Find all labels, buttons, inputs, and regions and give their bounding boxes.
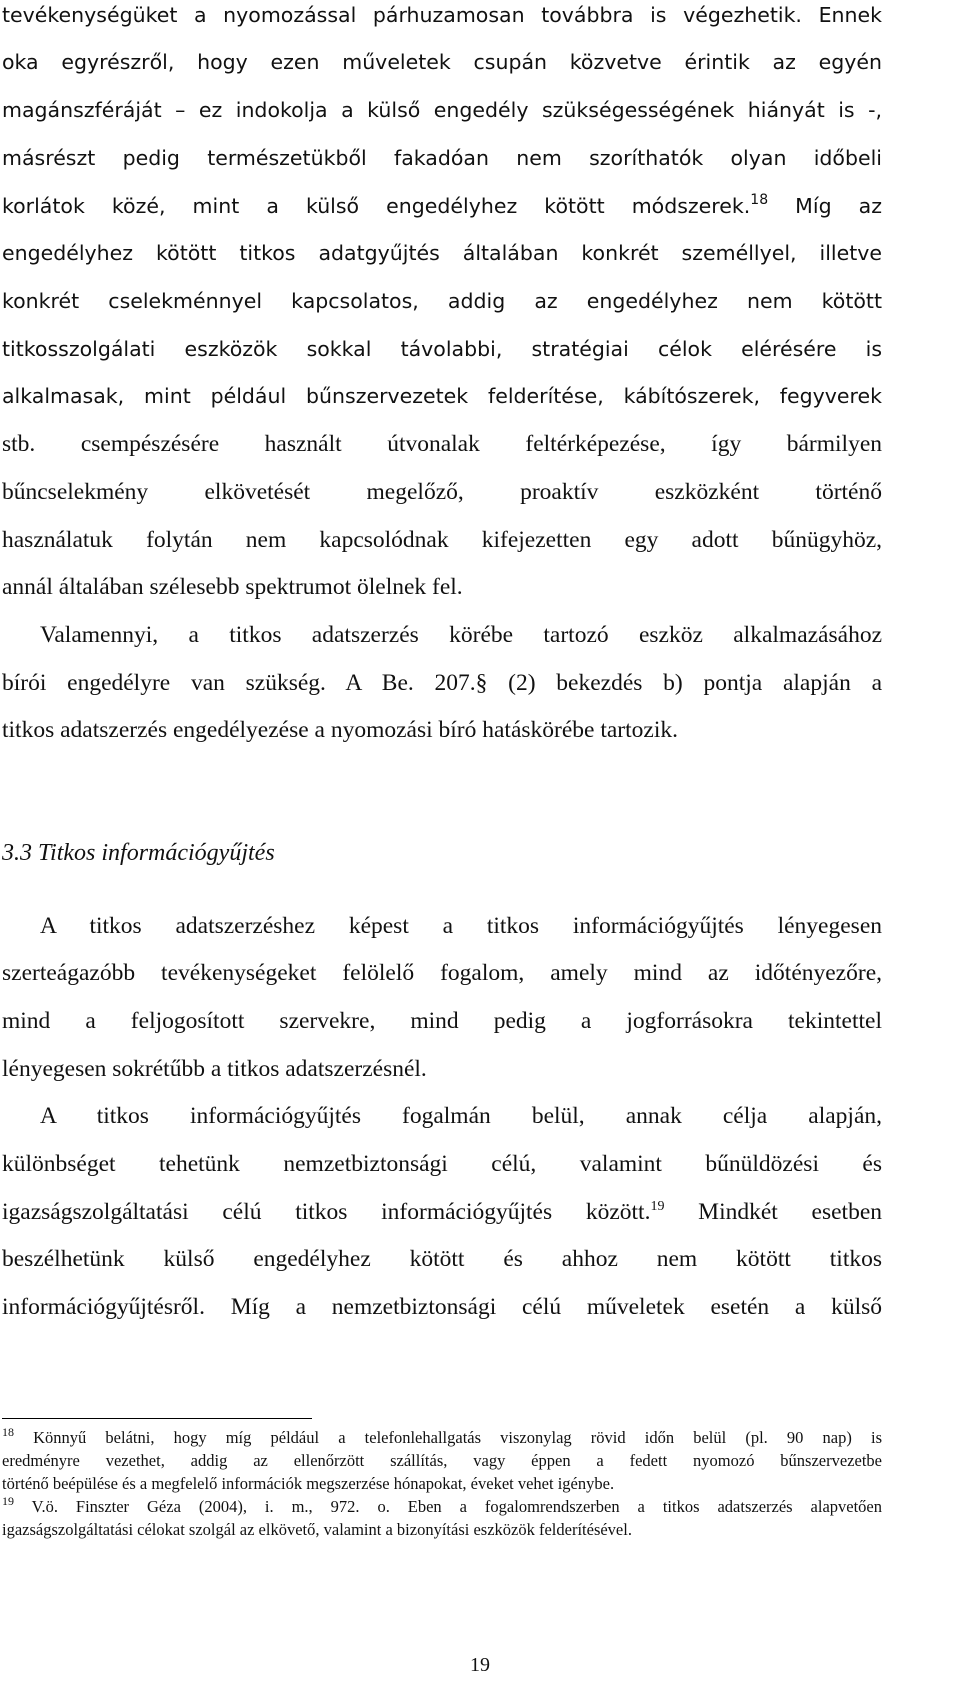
footnote-ref: 18: [750, 192, 769, 208]
footnote-line: eredményre vezethet, addig az ellenőrzött szállítás, vagy éppen a fedett nyomozó bűnszervezetbe: [2, 1451, 882, 1470]
footnote-ref: 19: [650, 1199, 665, 1214]
text-line: A titkos információgyűjtés fogalmán belül, annak célja alapján,: [40, 1103, 882, 1129]
text-line: titkos adatszerzés engedélyezése a nyomozási bíró hatáskörébe tartozik.: [2, 717, 678, 743]
footnote-line: igazságszolgáltatási célokat szolgál az elkövető, valamint a bizonyítási eszközök felderítésével.: [2, 1520, 632, 1539]
page-number: 19: [470, 1654, 490, 1676]
footnote-number: 19: [2, 1494, 14, 1508]
text-line: bűncselekmény elkövetését megelőző, proaktív eszközként történő: [2, 479, 882, 505]
footnote-line: történő beépülése és a megfelelő információk megszerzése hónapokat, éveket vehet igénybe.: [2, 1474, 615, 1493]
text-line: bírói engedélyre van szükség. A Be. 207.§ (2) bekezdés b) pontja alapján a: [2, 670, 882, 696]
text-line: használatuk folytán nem kapcsolódnak kifejezetten egy adott bűnügyhöz,: [2, 527, 882, 553]
text-line: A titkos adatszerzéshez képest a titkos információgyűjtés lényegesen: [40, 913, 882, 939]
text-line: alkalmasak, mint például bűnszervezetek felderítése, kábítószerek, fegyverek: [2, 384, 882, 408]
text-line: igazságszolgáltatási célú titkos információgyűjtés között.$^{19}$ Mindkét esetben: [2, 1199, 883, 1225]
text-line: titkosszolgálati eszközök sokkal távolabbi, stratégiai célok elérésére is: [2, 337, 882, 361]
text-line: másrészt pedig természetükből fakadóan nem szoríthatók olyan időbeli: [2, 146, 882, 170]
text-line: stb. csempészésére használt útvonalak feltérképezése, így bármilyen: [2, 431, 882, 457]
footnote-number: 18: [2, 1425, 14, 1439]
text-line: tevékenységüket a nyomozással párhuzamosan továbbra is végezhetik. Ennek: [2, 3, 882, 27]
footnote-line: $^{18}$ Könnyű belátni, hogy míg például a telefonlehallgatás viszonylag rövid időn belül (pl. 90 nap) is: [2, 1425, 882, 1447]
text-line: annál általában szélesebb spektrumot ölelnek fel.: [2, 574, 463, 600]
footnote-divider: [2, 1418, 312, 1419]
text-line: konkrét cselekménnyel kapcsolatos, addig az engedélyhez nem kötött: [2, 289, 882, 313]
text-line: szerteágazóbb tevékenységeket felölelő fogalom, amely mind az időtényezőre,: [2, 960, 882, 986]
section-heading: 3.3 Titkos információgyűjtés: [2, 840, 275, 866]
text-line: különbséget tehetünk nemzetbiztonsági célú, valamint bűnüldözési és: [2, 1151, 882, 1177]
footnote-line: $^{19}$ V.ö. Finszter Géza (2004), i. m., 972. o. Eben a fogalomrendszerben a titkos adatszerzés alapvetően: [2, 1494, 882, 1516]
text-line: Valamennyi, a titkos adatszerzés körébe tartozó eszköz alkalmazásához: [40, 622, 882, 648]
text-line: korlátok közé, mint a külső engedélyhez kötött módszerek.$^{18}$ Míg az: [2, 192, 882, 218]
text-line: lényegesen sokrétűbb a titkos adatszerzésnél.: [2, 1056, 427, 1082]
text-line: információgyűjtésről. Míg a nemzetbiztonsági célú műveletek esetén a külső: [2, 1294, 882, 1320]
text-line: mind a feljogosított szervekre, mind pedig a jogforrásokra tekintettel: [2, 1008, 882, 1034]
text-line: beszélhetünk külső engedélyhez kötött és ahhoz nem kötött titkos: [2, 1246, 882, 1272]
text-line: oka egyrészről, hogy ezen műveletek csupán közvetve érintik az egyén: [2, 50, 882, 74]
text-line: engedélyhez kötött titkos adatgyűjtés általában konkrét személlyel, illetve: [2, 241, 882, 265]
text-line: magánszféráját – ez indokolja a külső engedély szükségességének hiányát is -,: [2, 98, 882, 122]
